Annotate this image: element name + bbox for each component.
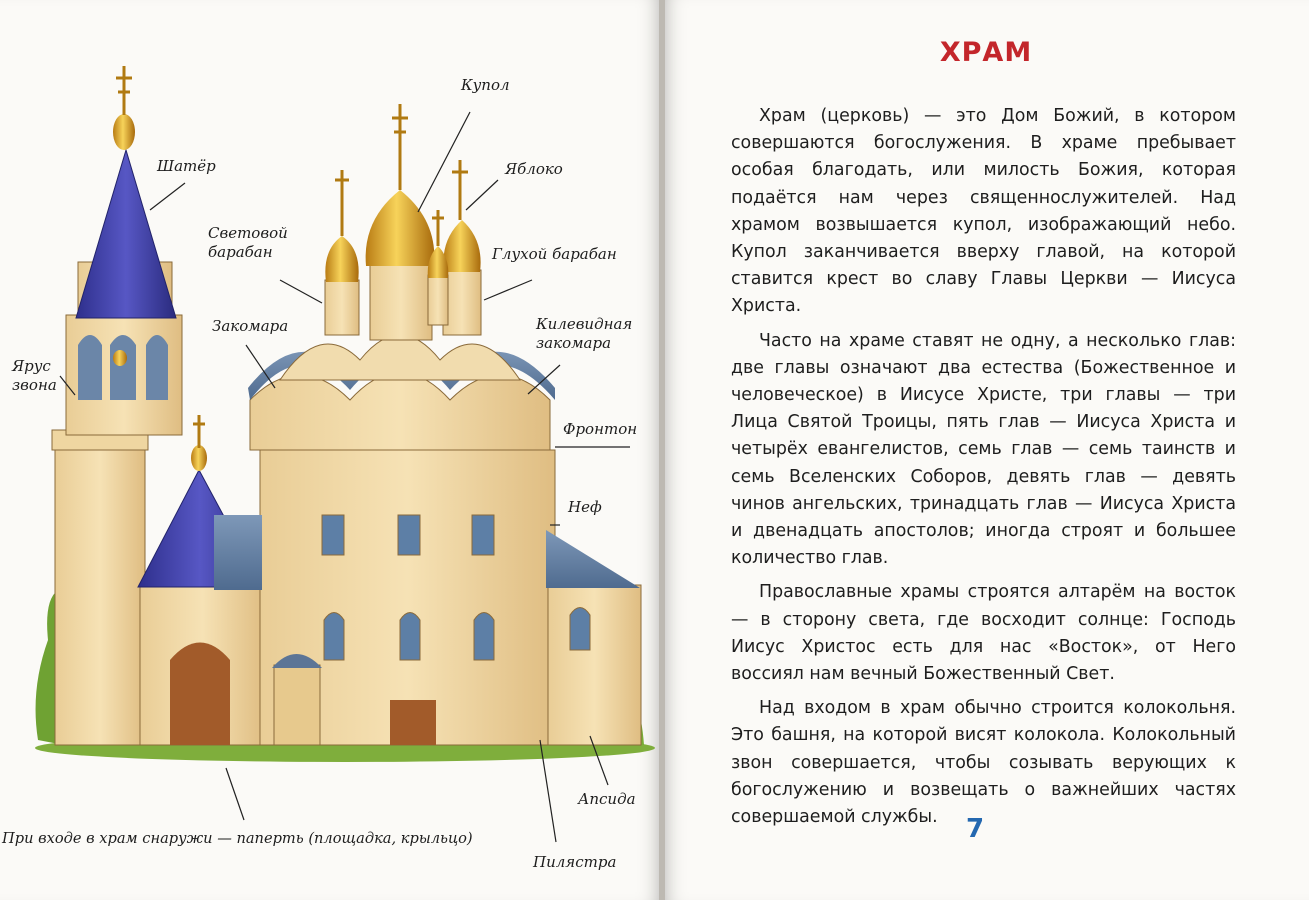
label-pilyastra: Пилястра bbox=[533, 853, 617, 871]
bell-arch-3 bbox=[146, 335, 168, 400]
label-nef: Неф bbox=[568, 498, 602, 516]
label-yabloko: Яблоко bbox=[505, 160, 563, 178]
apse-roof bbox=[546, 530, 640, 588]
dome-right bbox=[443, 220, 480, 272]
tent-cupola bbox=[113, 114, 135, 150]
label-shater: Шатёр bbox=[157, 157, 216, 175]
page-number: 7 bbox=[966, 814, 985, 844]
body-text bbox=[731, 103, 1236, 838]
bell-tower-base bbox=[55, 445, 145, 745]
tent-cross bbox=[116, 66, 132, 115]
label-kilevidnaya-zakomara: Килевидная закомара bbox=[536, 315, 633, 352]
upper-arches bbox=[280, 335, 520, 380]
apse-wall bbox=[548, 585, 641, 745]
main-door bbox=[390, 700, 436, 745]
porch-door bbox=[170, 643, 230, 746]
page-title: ХРАМ bbox=[939, 37, 1033, 68]
dome-left bbox=[325, 236, 358, 282]
label-yarus-zvona: Ярус звона bbox=[12, 357, 57, 394]
label-paperts: При входе в храм снаружи — паперть (площадка, крыльцо) bbox=[2, 830, 473, 847]
label-apsida: Апсида bbox=[578, 790, 636, 808]
paragraph: Храм (церковь) — это Дом Божий, в котором совершаются богослужения. В храме пребывает особая благодать, или милость Божия, которая подаётся нам через священнослужителей. Над храмом возвышается купол, изображающий небо. Купол заканчивается вверху главой, на которой ставится крест во славу Главы Церкви — Иисуса Христа. bbox=[731, 106, 1236, 317]
label-fronton: Фронтон bbox=[563, 420, 638, 438]
porch-cupola bbox=[191, 445, 207, 471]
drum-left bbox=[325, 280, 359, 335]
bell-arch-2 bbox=[110, 335, 136, 400]
label-svetovoy-baraban: Световой барабан bbox=[208, 224, 288, 261]
drum-center bbox=[370, 262, 432, 340]
label-zakomara: Закомара bbox=[212, 317, 289, 335]
facade-top bbox=[250, 373, 550, 451]
label-glukhoy-baraban: Глухой барабан bbox=[492, 245, 617, 263]
paragraph: Часто на храме ставят не одну, а несколько глав: две главы означают два естества (Божественное и человеческое) в Иисусе Христе, три главы — три Лица Святой Троицы, пять глав — Иисуса Христа и четырёх евангелистов, семь глав — семь таинств и семь Вселенских Соборов, девять глав — девять чинов ангельских, тринадцать глав — Иисуса Христа и двенадцать апостолов; иногда строят и большее количество глав. bbox=[731, 330, 1236, 569]
drum-small bbox=[428, 275, 448, 325]
drum-right bbox=[443, 270, 481, 335]
porch-cross bbox=[193, 415, 205, 448]
bell-arch-1 bbox=[78, 335, 102, 400]
entrance-kiosk bbox=[274, 665, 320, 745]
paragraph: Православные храмы строятся алтарём на восток — в сторону света, где восходит солнце: Господь Иисус Христос есть для нас «Восток», от Него воссиял нам вечный Божественный Свет. bbox=[731, 582, 1236, 685]
side-roof bbox=[214, 515, 262, 590]
bell bbox=[113, 350, 127, 366]
paragraph: Над входом в храм обычно строится колокольня. Это башня, на которой висят колокола. Колокольный звон совершается, чтобы созывать верующих к богослужению и возвещать о важнейших частях совершаемой службы. bbox=[731, 698, 1236, 828]
label-kupol: Купол bbox=[461, 76, 510, 94]
